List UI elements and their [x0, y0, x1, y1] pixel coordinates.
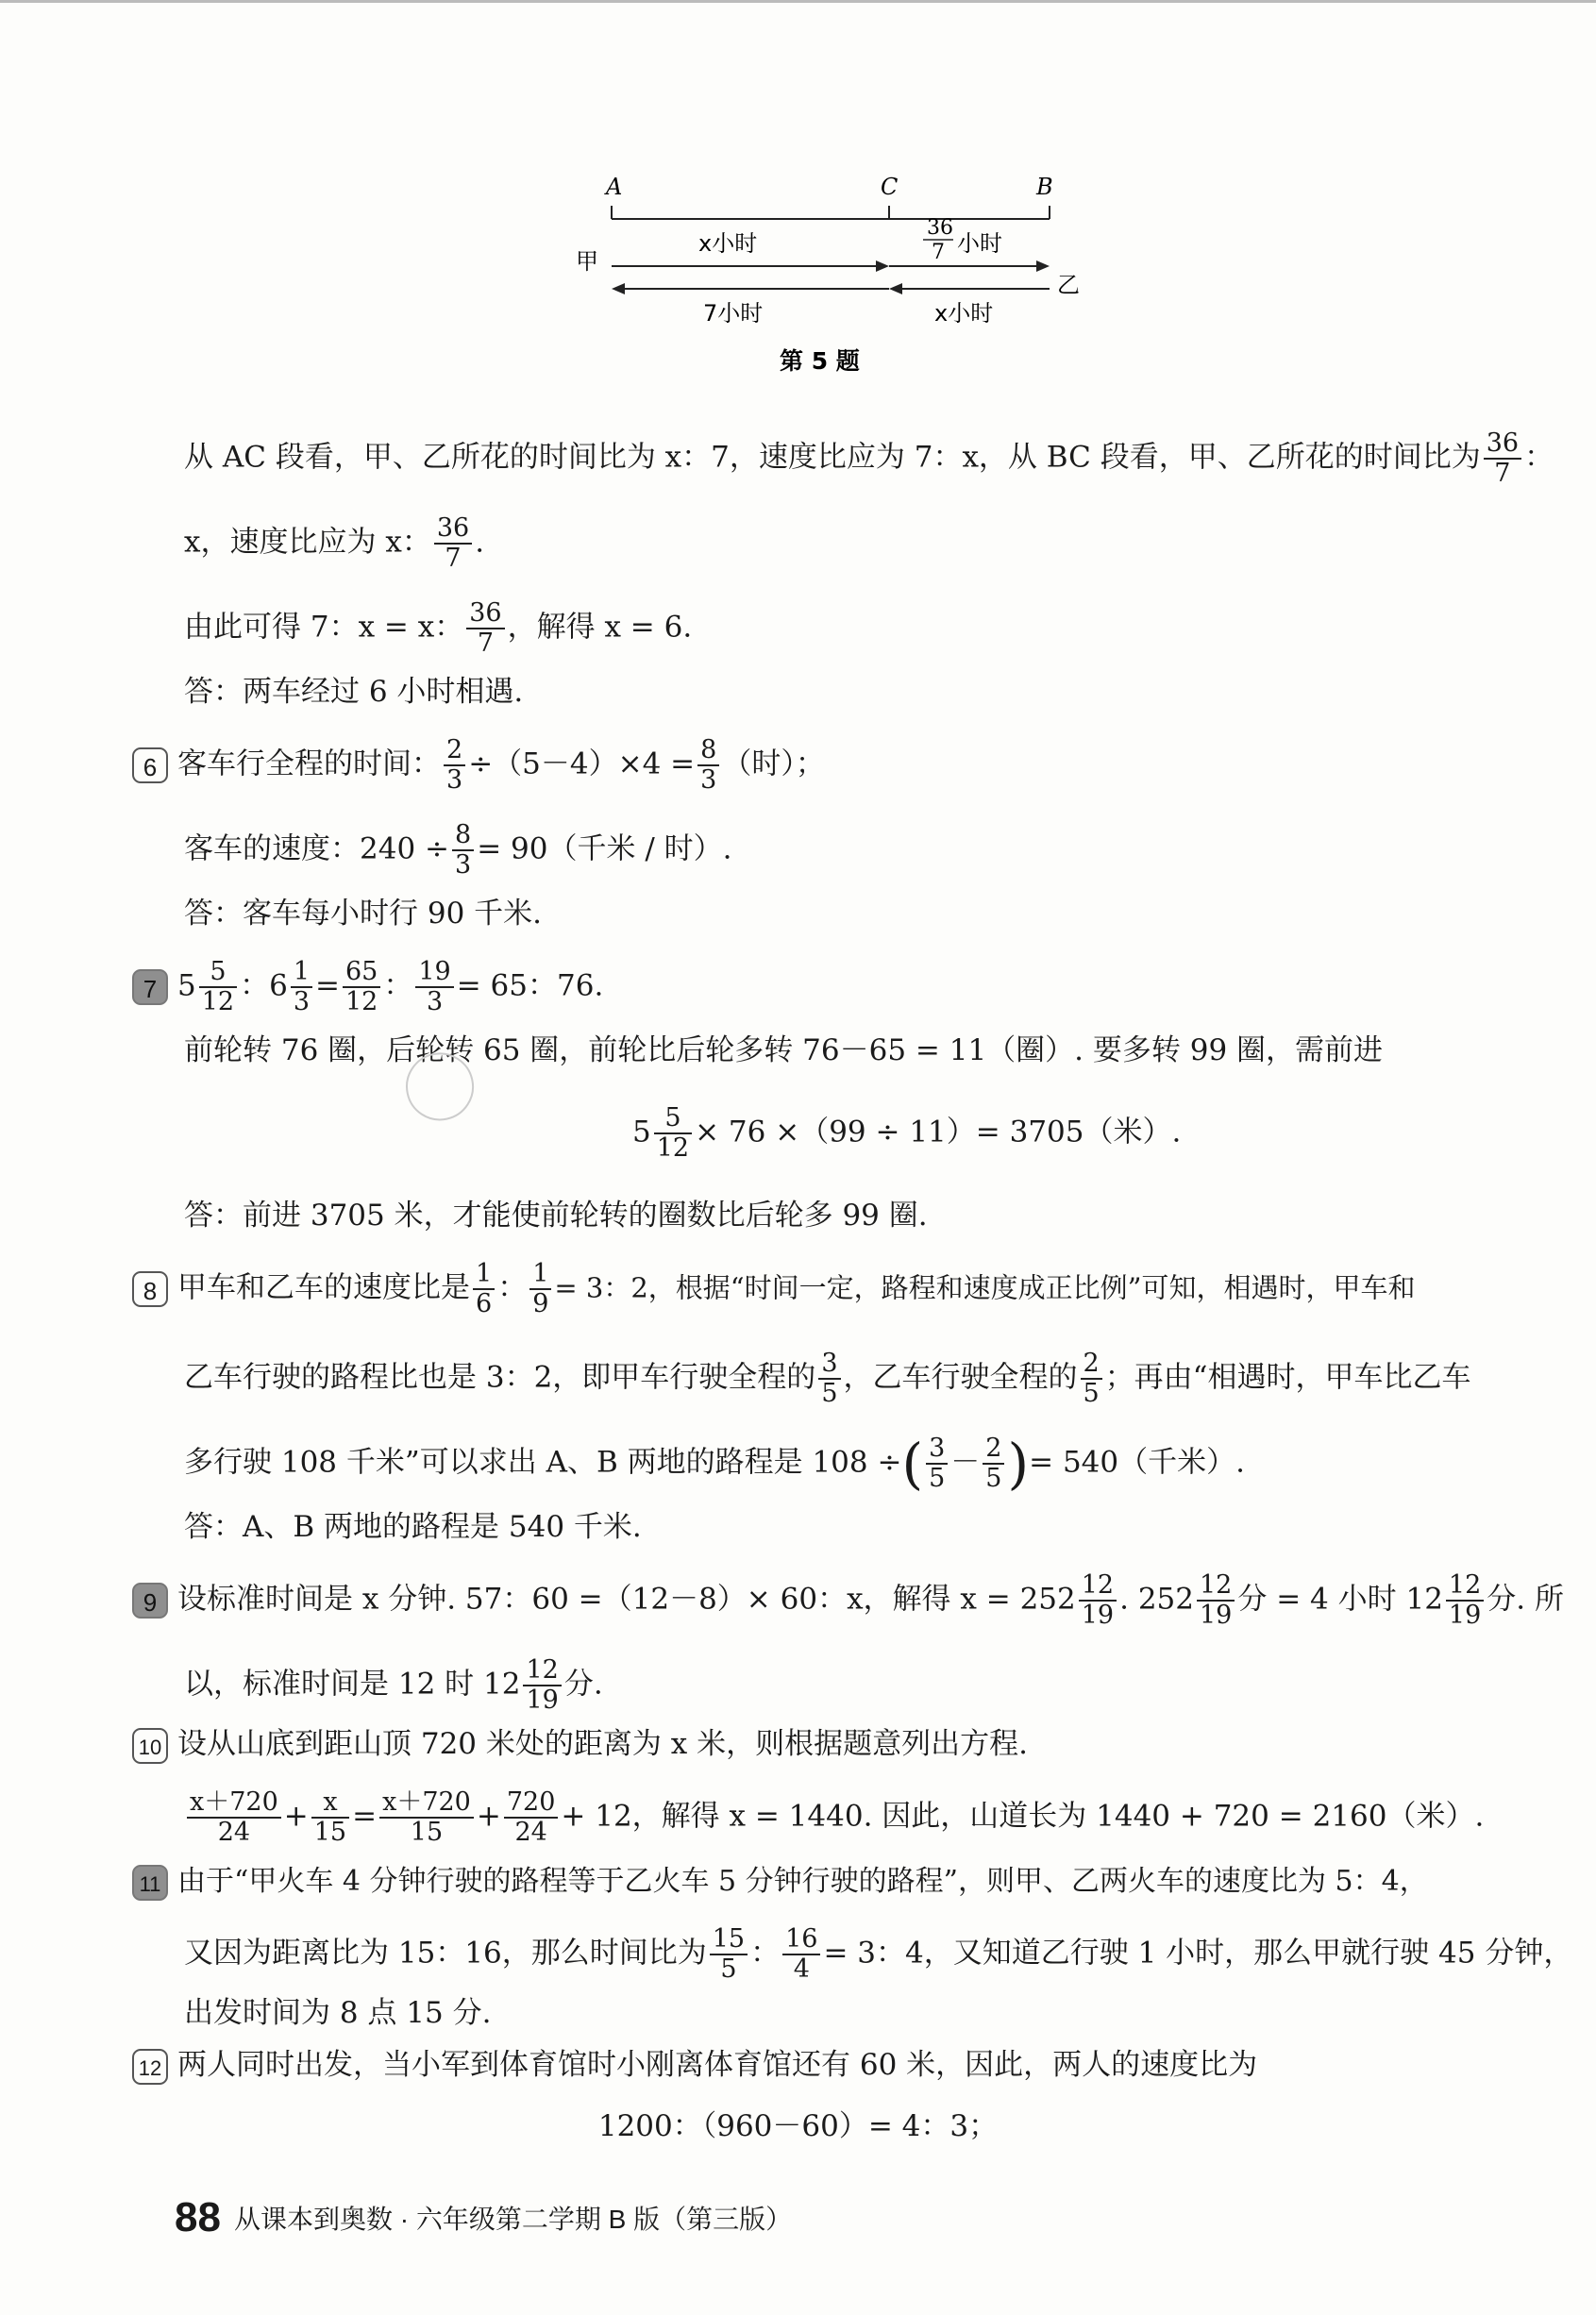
q9-fraction-4 — [523, 1656, 561, 1715]
q5-l1b: ： — [1524, 440, 1554, 475]
frac-den: 24 — [514, 1818, 547, 1847]
question-number-8: 8 — [132, 1271, 168, 1307]
q8-l3a: 多行驶 108 千米”可以求出 A、B 两地的路程是 108 ÷ — [184, 1445, 902, 1480]
q10-line-1 — [132, 1722, 1028, 1766]
q6-fraction-3 — [452, 821, 474, 880]
q7-fraction-1 — [199, 958, 237, 1016]
q7-l2: 前轮转 76 圈，后轮转 65 圈，前轮比后轮多转 76－65 = 11（圈）. 要多转 99 圈，需前进 — [184, 1033, 1384, 1067]
q8-fraction-3 — [818, 1350, 840, 1408]
frac-den: 15 — [313, 1818, 347, 1847]
q11-l2m: ： — [750, 1936, 781, 1971]
frac-den: 3 — [700, 765, 717, 795]
q5-line-2 — [184, 514, 484, 573]
q11-line-1 — [132, 1859, 1428, 1904]
q10-equals: = — [352, 1799, 378, 1834]
frac-num: 8 — [697, 736, 719, 766]
q5-l2-fraction — [434, 514, 472, 573]
q6-answer — [184, 892, 542, 935]
q7-l3b: × 76 ×（99 ÷ 11）= 3705（米）. — [695, 1115, 1182, 1149]
frac-den: 7 — [1494, 459, 1511, 488]
frac-num: 1 — [529, 1260, 551, 1290]
frac-num: 2 — [444, 736, 465, 766]
q9-l1a: 设标准时间是 x 分钟. 57：60 =（12－8）× 60：x，解得 x = 252 — [177, 1582, 1076, 1617]
q7-answer — [184, 1194, 928, 1237]
q5-l1-fraction — [1484, 429, 1521, 488]
q7-l3a: 5 — [632, 1115, 651, 1149]
q7-l1d: ： — [383, 968, 413, 1003]
frac-den: 5 — [1083, 1379, 1100, 1408]
frac-num: 5 — [654, 1104, 692, 1134]
q10-l2b: + 12，解得 x = 1440. 因此，山道长为 1440 + 720 = 2160（米）. — [561, 1799, 1485, 1834]
page-number: 88 — [175, 2194, 221, 2240]
frac-num: 12 — [523, 1656, 561, 1686]
q5-answer — [184, 670, 523, 713]
diagram-label-A: A — [606, 174, 623, 200]
q8-fraction-5 — [926, 1434, 948, 1493]
q5-l3b: ，解得 x = 6. — [507, 610, 693, 645]
q10-plus-2: + — [476, 1799, 501, 1834]
frac-den: 7 — [445, 544, 462, 573]
q8-paren-close: ) — [1007, 1432, 1030, 1496]
q5-ans: 答：两车经过 6 小时相遇. — [184, 675, 524, 709]
frac-den: 3 — [455, 850, 472, 880]
q7-line-3 — [632, 1104, 1181, 1163]
diagram-yi-arrowhead-2 — [612, 283, 625, 294]
q6-l1m: ÷（5－4）×4 = — [468, 747, 696, 781]
question-number-11: 11 — [132, 1865, 168, 1901]
question-number-12: 12 — [132, 2049, 168, 2085]
frac-den: 19 — [1081, 1601, 1115, 1630]
q11-fraction-2 — [782, 1925, 820, 1984]
q8-l3m: － — [950, 1445, 981, 1480]
diagram-top-right-num: 36 — [927, 216, 953, 240]
q8-fraction-2 — [529, 1260, 551, 1318]
q9-fraction-2 — [1197, 1571, 1235, 1630]
q7-l1a: 5 — [177, 968, 196, 1003]
q5-l3-fraction — [466, 599, 504, 658]
q8-ans: 答：A、B 两地的路程是 540 千米. — [184, 1510, 642, 1544]
frac-num: x＋720 — [187, 1788, 281, 1819]
q5-l2a: x，速度比应为 x： — [184, 525, 431, 560]
q6-line-2 — [184, 821, 731, 880]
diagram-jia-arrowhead-2 — [1036, 260, 1050, 272]
frac-den: 5 — [929, 1464, 946, 1493]
q9-l2b: 分. — [563, 1667, 603, 1702]
q12-line-1 — [132, 2043, 1257, 2087]
q8-line-2 — [184, 1350, 1471, 1408]
frac-den: 12 — [201, 987, 235, 1016]
q7-fraction-2 — [291, 958, 312, 1016]
q10-line-2 — [184, 1788, 1484, 1847]
q10-fraction-3 — [379, 1788, 474, 1847]
diagram-label-B: B — [1036, 174, 1053, 200]
question-5-diagram — [557, 170, 1104, 377]
diagram-jia-arrowhead-1 — [876, 260, 889, 272]
q9-l2a: 以，标准时间是 12 时 12 — [184, 1667, 521, 1702]
q8-l1b: ： — [497, 1270, 528, 1305]
q6-ans: 答：客车每小时行 90 千米. — [184, 897, 543, 931]
q8-l1c: = 3：2，根据“时间一定，路程和速度成正比例”可知，相遇时，甲车和 — [554, 1271, 1416, 1304]
frac-den: 15 — [410, 1818, 444, 1847]
frac-num: 3 — [926, 1434, 948, 1465]
q8-fraction-6 — [983, 1434, 1004, 1493]
frac-num: 12 — [1446, 1571, 1484, 1602]
frac-den: 6 — [476, 1289, 493, 1318]
diagram-top-right-unit: 小时 — [957, 230, 1002, 257]
q8-fraction-4 — [1081, 1350, 1102, 1408]
q8-l2a: 乙车行驶的路程比也是 3：2，即甲车行驶全程的 — [184, 1360, 816, 1395]
frac-den: 12 — [656, 1133, 690, 1163]
frac-num: 12 — [1197, 1571, 1235, 1602]
frac-num: 36 — [466, 599, 504, 629]
q6-l1a: 客车行全程的时间： — [177, 747, 441, 781]
frac-num: 65 — [343, 958, 380, 988]
q11-l2b: = 3：4，又知道乙行驶 1 小时，那么甲就行驶 45 分钟， — [823, 1936, 1573, 1971]
diagram-top-right-den: 7 — [932, 241, 945, 264]
q7-line-2 — [184, 1029, 1383, 1072]
stamp-circle-icon — [399, 1047, 479, 1127]
q8-line-3 — [184, 1432, 1245, 1496]
frac-num: 1 — [473, 1260, 495, 1290]
q11-line-3 — [184, 1991, 491, 2035]
q10-fraction-1 — [187, 1788, 281, 1847]
q9-line-1 — [132, 1571, 1564, 1630]
diagram-bottom-left-time: 7小时 — [703, 300, 764, 327]
q7-fraction-3 — [343, 958, 380, 1016]
q5-line-1 — [184, 429, 1554, 488]
diagram-label-C: C — [881, 174, 899, 200]
frac-den: 19 — [1448, 1601, 1482, 1630]
diagram-bottom-right-time: x小时 — [934, 300, 994, 327]
question-number-7: 7 — [132, 969, 168, 1005]
frac-num: 36 — [434, 514, 472, 545]
q7-l1c: = — [315, 968, 340, 1003]
top-rule — [0, 0, 1596, 3]
q9-l1d: 分. 所 — [1487, 1582, 1564, 1617]
frac-num: 19 — [415, 958, 453, 988]
q9-l1c: 分 = 4 小时 12 — [1237, 1582, 1443, 1617]
q9-fraction-3 — [1446, 1571, 1484, 1630]
q8-l2b: ；再由“相遇时，甲车比乙车 — [1104, 1360, 1471, 1395]
q8-fraction-1 — [473, 1260, 495, 1318]
frac-den: 7 — [477, 629, 494, 658]
q7-l1e: = 65：76. — [456, 968, 604, 1003]
q5-l3a: 由此可得 7：x = x： — [184, 610, 464, 645]
q11-l1: 由于“甲火车 4 分钟行驶的路程等于乙火车 5 分钟行驶的路程”，则甲、乙两火车的速度比为 5：4， — [177, 1865, 1428, 1898]
q7-fraction-5 — [654, 1104, 692, 1163]
frac-den: 3 — [426, 987, 444, 1016]
frac-den: 24 — [217, 1818, 251, 1847]
frac-den: 19 — [1200, 1601, 1233, 1630]
frac-num: 8 — [452, 821, 474, 851]
q7-ans: 答：前进 3705 米，才能使前轮转的圈数比后轮多 99 圈. — [184, 1199, 928, 1233]
question-number-9: 9 — [132, 1583, 168, 1619]
q5-l2b: . — [475, 525, 485, 560]
frac-den: 9 — [532, 1289, 549, 1318]
q12-line-2 — [0, 2105, 1596, 2148]
q11-l2a: 又因为距离比为 15：16，那么时间比为 — [184, 1936, 707, 1971]
q10-plus-1: + — [283, 1799, 309, 1834]
q8-answer — [184, 1505, 642, 1549]
q5-l1a: 从 AC 段看，甲、乙所花的时间比为 x：7，速度比应为 7：x，从 BC 段看，甲、乙所花的时间比为 — [184, 440, 1481, 475]
book-title: 从课本到奥数 · 六年级第二学期 B 版（第三版） — [233, 2205, 793, 2234]
q7-line-1 — [132, 958, 603, 1016]
diagram-yi-arrowhead-1 — [889, 283, 902, 294]
question-number-10: 10 — [132, 1728, 168, 1764]
frac-num: 1 — [291, 958, 312, 988]
frac-den: 19 — [526, 1686, 559, 1715]
q8-l3b: = 540（千米）. — [1029, 1445, 1245, 1480]
q8-l2m: ，乙车行驶全程的 — [843, 1360, 1078, 1395]
frac-num: 36 — [1484, 429, 1521, 460]
diagram-caption: 第 5 题 — [780, 347, 860, 375]
frac-den: 5 — [821, 1379, 838, 1408]
frac-num: 2 — [983, 1434, 1004, 1465]
q8-paren-open: ( — [901, 1432, 924, 1496]
question-number-6: 6 — [132, 747, 168, 783]
page-footer — [175, 2194, 792, 2241]
frac-num: 2 — [1081, 1350, 1102, 1380]
q6-fraction-2 — [697, 736, 719, 795]
frac-num: 720 — [504, 1788, 559, 1819]
q8-l1a: 甲车和乙车的速度比是 — [177, 1270, 470, 1305]
frac-den: 3 — [446, 765, 463, 795]
q8-line-1 — [132, 1260, 1415, 1318]
q9-fraction-1 — [1079, 1571, 1117, 1630]
frac-num: 15 — [710, 1925, 748, 1955]
frac-num: x — [311, 1788, 349, 1819]
frac-num: 3 — [818, 1350, 840, 1380]
q11-l3: 出发时间为 8 点 15 分. — [184, 1996, 492, 2030]
q9-line-2 — [184, 1656, 603, 1715]
frac-num: 12 — [1079, 1571, 1117, 1602]
q10-fraction-4 — [504, 1788, 559, 1847]
q5-line-3 — [184, 599, 692, 658]
q6-fraction-1 — [444, 736, 465, 795]
frac-den: 4 — [793, 1954, 810, 1984]
frac-num: 16 — [782, 1925, 820, 1955]
frac-den: 3 — [293, 987, 311, 1016]
q6-l2a: 客车的速度：240 ÷ — [184, 831, 449, 866]
diagram-label-yi: 乙 — [1057, 272, 1080, 298]
q11-fraction-1 — [710, 1925, 748, 1984]
q6-l1b: （时）； — [722, 747, 825, 781]
frac-den: 5 — [985, 1464, 1002, 1493]
frac-num: x＋720 — [379, 1788, 474, 1819]
q9-l1b: . 252 — [1119, 1582, 1194, 1617]
q11-line-2 — [184, 1925, 1572, 1984]
diagram-label-jia: 甲 — [576, 248, 598, 275]
frac-den: 12 — [345, 987, 378, 1016]
q10-l1: 设从山底到距山顶 720 米处的距离为 x 米，则根据题意列出方程. — [177, 1727, 1028, 1761]
diagram-top-left-time: x小时 — [698, 230, 758, 257]
q12-l2: 1200：（960－60）= 4：3； — [597, 2109, 999, 2143]
q7-l1b: ：6 — [240, 968, 288, 1003]
frac-num: 5 — [199, 958, 237, 988]
q7-fraction-4 — [415, 958, 453, 1016]
frac-den: 5 — [720, 1954, 737, 1984]
q6-line-1 — [132, 736, 825, 795]
q12-l1: 两人同时出发，当小军到体育馆时小刚离体育馆还有 60 米，因此，两人的速度比为 — [177, 2048, 1258, 2082]
q10-fraction-2 — [311, 1788, 349, 1847]
q6-l2b: = 90（千米 / 时）. — [477, 831, 732, 866]
